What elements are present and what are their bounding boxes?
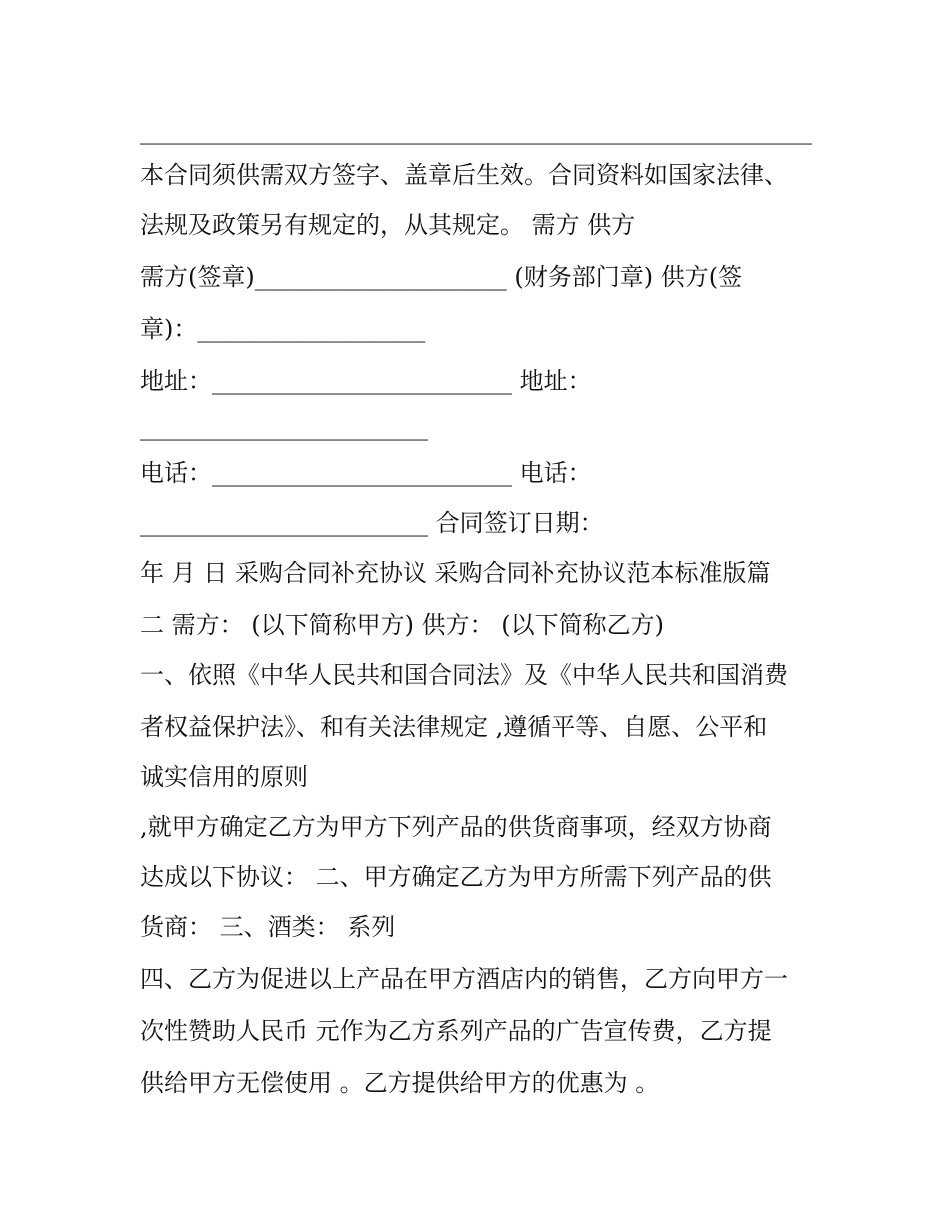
buyer-signature-line: 需方(签章)_____________________ (财务部门章) 供方(签 bbox=[140, 263, 743, 291]
clause-one-line: 一、依照《中华人民共和国合同法》及《中华人民共和国消费 bbox=[140, 661, 788, 689]
signature-rule-line: ________________________________________________________ bbox=[140, 117, 812, 145]
signing-date-line: ________________________ 合同签订日期： bbox=[140, 509, 604, 537]
text-line: 供给甲方无偿使用 。乙方提供给甲方的优惠为 。 bbox=[140, 1069, 660, 1097]
address-line: 地址：_________________________ 地址： bbox=[140, 367, 592, 395]
text-line: 二 需方： (以下简称甲方) 供方： (以下简称乙方) bbox=[140, 611, 664, 639]
supplier-signature-line: 章)：___________________ bbox=[140, 315, 426, 343]
phone-line: 电话：_________________________ 电话： bbox=[140, 459, 592, 487]
text-line: 法规及政策另有规定的，从其规定。 需方 供方 bbox=[140, 211, 636, 239]
clause-two-line: 达成以下协议： 二、甲方确定乙方为甲方所需下列产品的供 bbox=[140, 863, 772, 891]
text-line: ,就甲方确定乙方为甲方下列产品的供货商事项，经双方协商 bbox=[140, 813, 772, 841]
address-blank-line: ________________________ bbox=[140, 413, 428, 441]
text-line: 者权益保护法》、和有关法律规定 ,遵循平等、自愿、公平和 bbox=[140, 713, 768, 741]
text-line: 年 月 日 采购合同补充协议 采购合同补充协议范本标准版篇 bbox=[140, 559, 771, 587]
text-line: 诚实信用的原则 bbox=[140, 763, 308, 791]
clause-four-line: 四、乙方为促进以上产品在甲方酒店内的销售，乙方向甲方一 bbox=[140, 965, 788, 993]
text-line: 本合同须供需双方签字、盖章后生效。合同资料如国家法律、 bbox=[140, 161, 788, 189]
clause-three-line: 货商： 三、酒类： 系列 bbox=[140, 913, 396, 941]
text-line: 次性赞助人民币 元作为乙方系列产品的广告宣传费，乙方提 bbox=[140, 1017, 772, 1045]
